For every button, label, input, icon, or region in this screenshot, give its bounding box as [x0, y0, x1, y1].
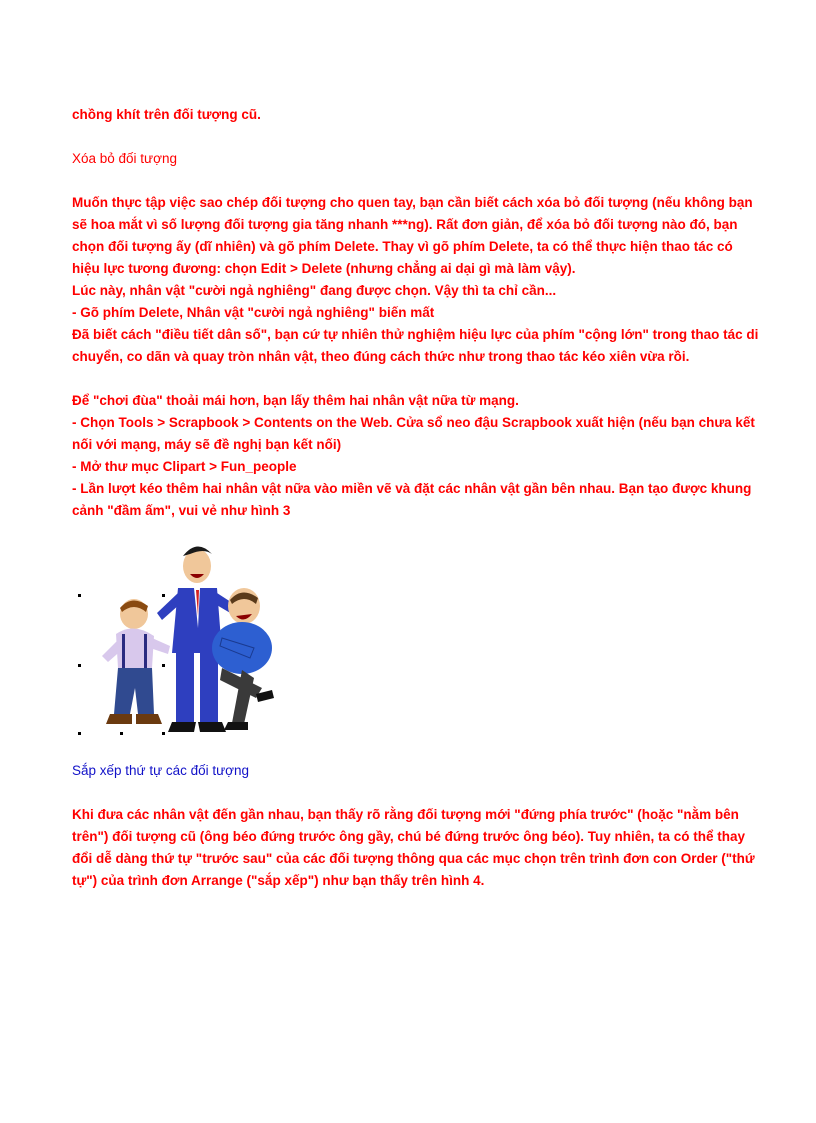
clipart-three-laughing-men-icon — [72, 538, 277, 740]
clipart-figure — [72, 538, 277, 740]
paragraph-delete-body: Muốn thực tập việc sao chép đối tượng cho quen tay, bạn cần biết cách xóa bỏ đối tượng (nếu không bạn sẽ hoa mắt vì số lượng đối tượng gia tăng nhanh ***ng). Rất đơn giản, để xóa bỏ đối tượng nào đó, bạn chọn đối tượng ấy (dĩ nhiên) và gõ phím Delete. Thay vì gõ phím Delete, ta có thể thực hiện thao tác có hiệu lực tương đương: chọn Edit > Delete (nhưng chẳng ai dại gì mà làm vậy). — [72, 195, 753, 276]
paragraph-delete-line3: - Gõ phím Delete, Nhân vật "cười ngả nghiêng" biến mất — [72, 305, 435, 320]
paragraph-more-characters: Để "chơi đùa" thoải mái hơn, bạn lấy thêm hai nhân vật nữa từ mạng. — [72, 393, 519, 408]
heading-order-objects: Sắp xếp thứ tự các đối tượng — [72, 763, 250, 778]
heading-delete-objects: Xóa bỏ đối tượng — [72, 151, 177, 166]
paragraph-clipart-folder: - Mở thư mục Clipart > Fun_people — [72, 459, 297, 474]
document-page — [72, 104, 762, 892]
paragraph-continuation: chồng khít trên đối tượng cũ. — [72, 107, 261, 122]
paragraph-delete-line2: Lúc này, nhân vật "cười ngả nghiêng" đang được chọn. Vậy thì ta chỉ cần... — [72, 283, 557, 298]
paragraph-order-body: Khi đưa các nhân vật đến gần nhau, bạn thấy rõ rằng đối tượng mới "đứng phía trước" (hoặc "nằm bên trên") đối tượng cũ (ông béo đứng trước ông gầy, chú bé đứng trước ông béo). Tuy nhiên, ta có thể thay đổi dễ dàng thứ tự "trước sau" của các đối tượng thông qua các mục chọn trên trình đơn con Order ("thứ tự") của trình đơn Arrange ("sắp xếp") như bạn thấy trên hình 4. — [72, 807, 755, 888]
paragraph-drag-characters: - Lần lượt kéo thêm hai nhân vật nữa vào miền vẽ và đặt các nhân vật gần bên nhau. Bạn tạo được khung cảnh "đầm ấm", vui vẻ như hình 3 — [72, 481, 752, 518]
paragraph-delete-line4: Đã biết cách "điều tiết dân số", bạn cứ tự nhiên thử nghiệm hiệu lực của phím "cộng lớn" trong thao tác di chuyển, co dãn và quay tròn nhân vật, theo đúng cách thức như trong thao tác kéo xiên vừa rồi. — [72, 327, 759, 364]
paragraph-tools-scrapbook: - Chọn Tools > Scrapbook > Contents on the Web. Cửa sổ neo đậu Scrapbook xuất hiện (nếu bạn chưa kết nối với mạng, máy sẽ đề nghị bạn kết nối) — [72, 415, 755, 452]
